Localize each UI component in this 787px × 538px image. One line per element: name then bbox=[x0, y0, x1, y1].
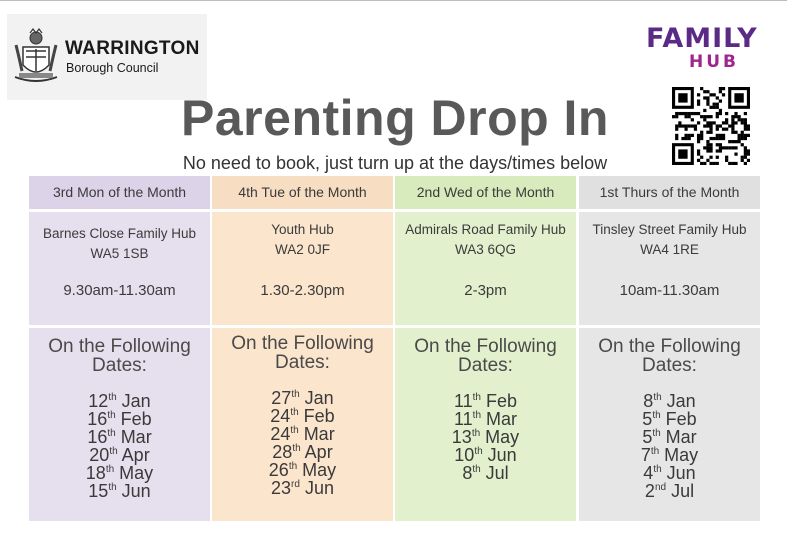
date-entry: 24th Mar bbox=[270, 424, 335, 444]
date-entry: 23rd Jun bbox=[271, 478, 334, 498]
date-entry: 18th May bbox=[85, 463, 154, 483]
venue-name: Barnes Close Family Hub bbox=[42, 226, 197, 241]
date-entry: 20th Apr bbox=[89, 445, 150, 465]
dates-cell bbox=[29, 328, 210, 521]
venue-name: Admirals Road Family Hub bbox=[405, 222, 566, 237]
page-title: Parenting Drop In bbox=[181, 90, 609, 146]
session-time: 1.30-2.30pm bbox=[260, 282, 345, 299]
venue-postcode: WA4 1RE bbox=[640, 242, 699, 257]
council-name: WARRINGTON bbox=[65, 38, 200, 59]
date-entry: 4th Jun bbox=[643, 463, 696, 483]
date-entry: 7th May bbox=[640, 445, 699, 465]
venue-postcode: WA3 6QG bbox=[454, 242, 516, 257]
date-entry: 28th Apr bbox=[272, 442, 333, 462]
schedule-column bbox=[579, 176, 760, 521]
venue-name: Tinsley Street Family Hub bbox=[592, 222, 747, 237]
date-entry: 5th Mar bbox=[642, 427, 697, 447]
date-entry: 11th Mar bbox=[453, 409, 518, 429]
top-divider bbox=[0, 0, 787, 1]
date-list bbox=[579, 392, 760, 500]
page-subtitle: No need to book, just turn up at the days/times below bbox=[182, 153, 608, 173]
venue-cell bbox=[579, 212, 760, 325]
date-entry: 8th Jul bbox=[462, 463, 509, 483]
date-entry: 26th May bbox=[268, 460, 337, 480]
date-list bbox=[395, 392, 576, 482]
dates-heading: On the Following Dates: bbox=[48, 336, 191, 376]
schedule-table bbox=[29, 176, 760, 521]
qr-code-icon bbox=[672, 87, 750, 165]
date-entry: 10th Jun bbox=[454, 445, 517, 465]
session-time: 2-3pm bbox=[464, 282, 507, 299]
date-entry: 16th Feb bbox=[87, 409, 152, 429]
family-hub-logo-hub: HUB bbox=[689, 52, 739, 72]
date-entry: 27th Jan bbox=[271, 388, 334, 408]
schedule-column bbox=[29, 176, 210, 521]
venue-postcode: WA2 0JF bbox=[274, 242, 330, 257]
session-time: 10am-11.30am bbox=[619, 282, 720, 299]
column-header: 1st Thurs of the Month bbox=[579, 176, 760, 209]
venue-cell bbox=[212, 212, 393, 325]
date-entry: 24th Feb bbox=[270, 406, 335, 426]
column-header: 4th Tue of the Month bbox=[212, 176, 393, 209]
date-entry: 5th Feb bbox=[642, 409, 697, 429]
dates-cell bbox=[579, 328, 760, 521]
dates-heading: On the Following Dates: bbox=[414, 336, 557, 376]
date-entry: 8th Jan bbox=[643, 391, 696, 411]
venue-name: Youth Hub bbox=[271, 222, 334, 237]
council-subtitle: Borough Council bbox=[66, 61, 159, 75]
coat-of-arms-icon bbox=[13, 27, 59, 87]
venue-cell bbox=[395, 212, 576, 325]
date-entry: 13th May bbox=[451, 427, 520, 447]
dates-cell bbox=[395, 328, 576, 521]
date-entry: 12th Jan bbox=[88, 391, 151, 411]
session-time: 9.30am-11.30am bbox=[63, 282, 176, 299]
schedule-column bbox=[395, 176, 576, 521]
date-list bbox=[212, 389, 393, 497]
date-entry: 15th Jun bbox=[88, 481, 151, 501]
venue-postcode: WA5 1SB bbox=[90, 246, 149, 261]
date-entry: 11th Feb bbox=[453, 391, 518, 411]
date-list bbox=[29, 392, 210, 500]
column-header: 3rd Mon of the Month bbox=[29, 176, 210, 209]
dates-heading: On the Following Dates: bbox=[598, 336, 741, 376]
column-header: 2nd Wed of the Month bbox=[395, 176, 576, 209]
date-entry: 16th Mar bbox=[87, 427, 152, 447]
date-entry: 2nd Jul bbox=[644, 481, 695, 501]
dates-heading: On the Following Dates: bbox=[231, 333, 374, 373]
family-hub-logo-family: FAMILY bbox=[646, 23, 758, 54]
venue-cell bbox=[29, 212, 210, 325]
dates-cell bbox=[212, 328, 393, 521]
schedule-column bbox=[212, 176, 393, 521]
